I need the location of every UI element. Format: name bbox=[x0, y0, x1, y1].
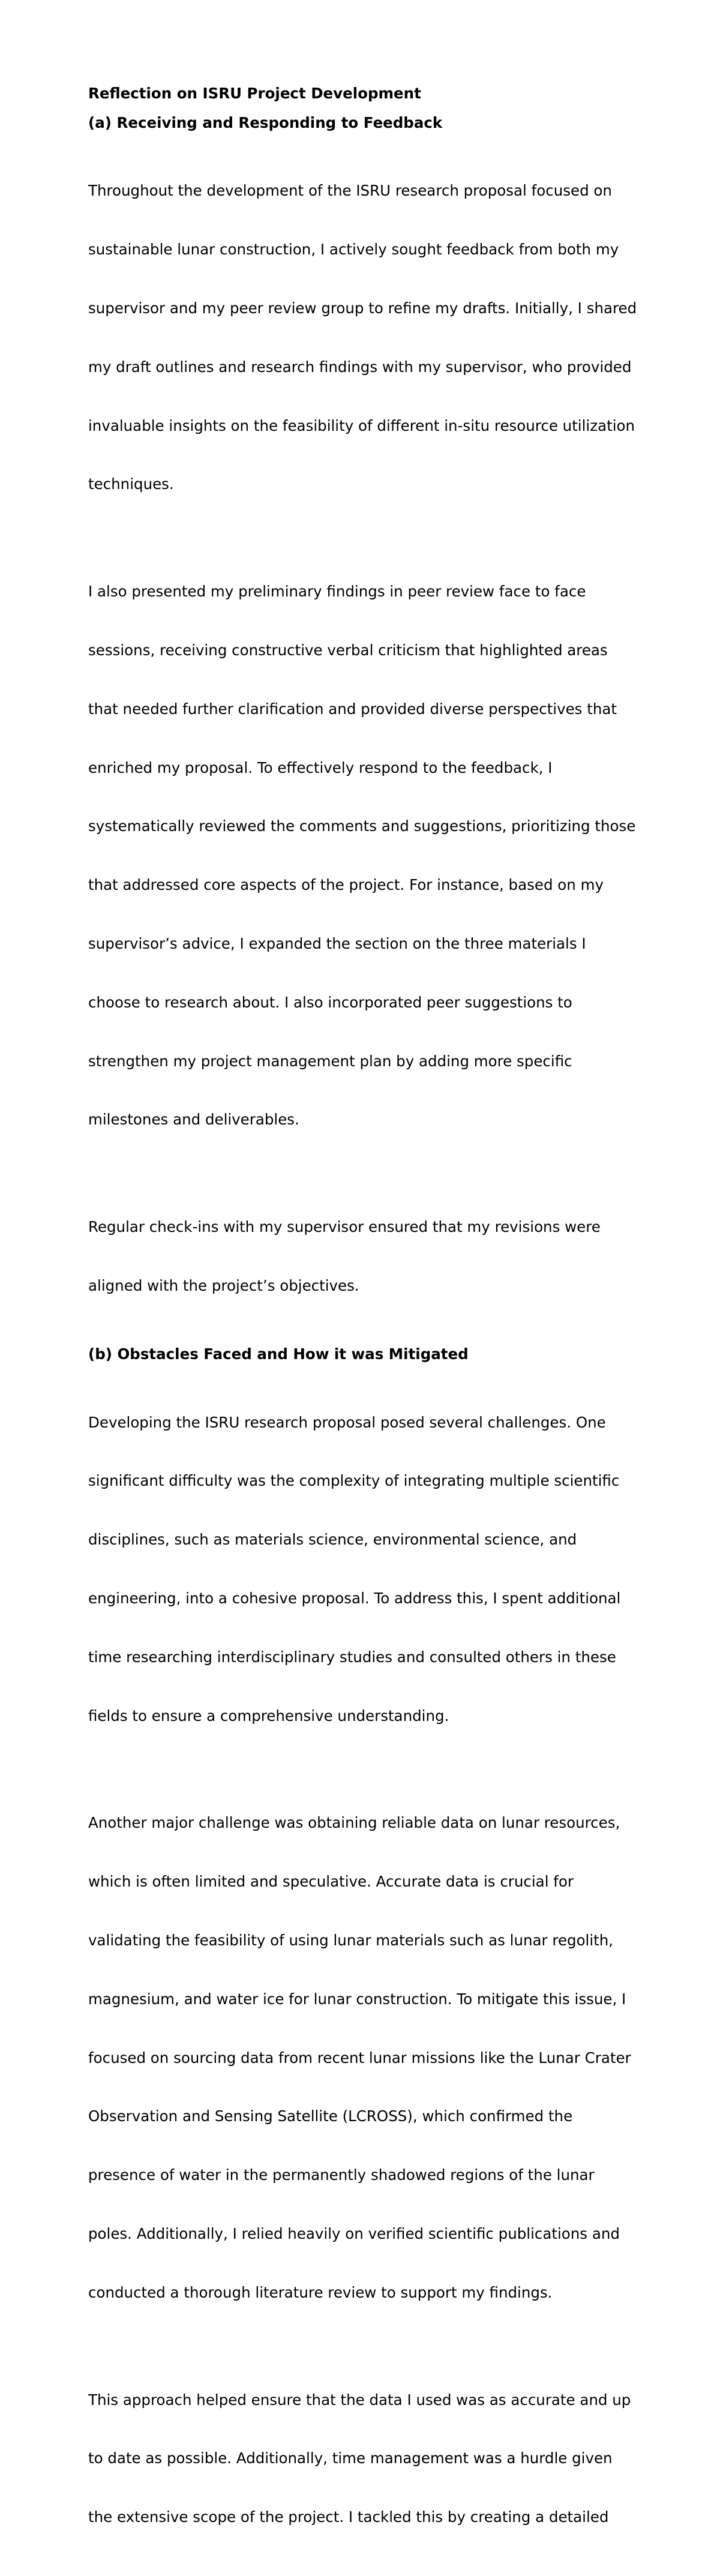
text-line: engineering, into a cohesive proposal. To address this, I spent additional bbox=[88, 1589, 621, 1607]
text-line: I also presented my preliminary findings in peer review face to face bbox=[88, 583, 586, 601]
text-line: Regular check-ins with my supervisor ensured that my revisions were bbox=[88, 1218, 601, 1236]
text-line: invaluable insights on the feasibility of different in-situ resource utilization bbox=[88, 416, 635, 434]
text-line: magnesium, and water ice for lunar construction. To mitigate this issue, I bbox=[88, 1990, 626, 2008]
text-line: enriched my proposal. To effectively respond to the feedback, I bbox=[88, 758, 553, 776]
text-line: Another major challenge was obtaining reliable data on lunar resources, bbox=[88, 1814, 620, 1832]
text-line: techniques. bbox=[88, 475, 174, 493]
text-line: supervisor’s advice, I expanded the section on the three materials I bbox=[88, 934, 586, 952]
paragraph bbox=[88, 1774, 640, 2341]
text-line: that addressed core aspects of the project. For instance, based on my bbox=[88, 876, 604, 894]
paragraph bbox=[88, 142, 640, 533]
text-line: Observation and Sensing Satellite (LCROSS), which confirmed the bbox=[88, 2107, 573, 2125]
text-line: fields to ensure a comprehensive understanding. bbox=[88, 1707, 449, 1725]
text-line: to date as possible. Additionally, time management was a hurdle given bbox=[88, 2449, 613, 2467]
document-page bbox=[88, 84, 640, 2576]
text-line: This approach helped ensure that the data I used was as accurate and up bbox=[88, 2391, 631, 2409]
text-line: conducted a thorough literature review to support my findings. bbox=[88, 2283, 553, 2301]
text-line: disciplines, such as materials science, environmental science, and bbox=[88, 1531, 577, 1549]
text-line: choose to research about. I also incorporated peer suggestions to bbox=[88, 993, 572, 1011]
document-title: Reflection on ISRU Project Development bbox=[88, 85, 421, 102]
text-line: that needed further clarification and provided diverse perspectives that bbox=[88, 700, 617, 718]
text-line: poles. Additionally, I relied heavily on verified scientific publications and bbox=[88, 2224, 620, 2242]
paragraph bbox=[88, 1374, 640, 1765]
section-heading-obstacles: (b) Obstacles Faced and How it was Mitigated bbox=[88, 1345, 469, 1363]
section-heading-feedback: (a) Receiving and Responding to Feedback bbox=[88, 113, 443, 131]
text-line: sessions, receiving constructive verbal criticism that highlighted areas bbox=[88, 641, 608, 659]
text-line: Developing the ISRU research proposal posed several challenges. One bbox=[88, 1413, 606, 1431]
text-line: sustainable lunar construction, I actively sought feedback from both my bbox=[88, 241, 619, 259]
text-line: supervisor and my peer review group to refine my drafts. Initially, I shared bbox=[88, 299, 637, 317]
text-line: time researching interdisciplinary studies and consulted others in these bbox=[88, 1648, 616, 1666]
text-line: validating the feasibility of using lunar materials such as lunar regolith, bbox=[88, 1932, 614, 1950]
text-line: aligned with the project’s objectives. bbox=[88, 1277, 359, 1295]
text-line: focused on sourcing data from recent lunar missions like the Lunar Crater bbox=[88, 2049, 631, 2067]
paragraph bbox=[88, 543, 640, 1169]
text-line: strengthen my project management plan by adding more specific bbox=[88, 1052, 572, 1070]
text-line: which is often limited and speculative. Accurate data is crucial for bbox=[88, 1873, 574, 1891]
text-line: my draft outlines and research findings with my supervisor, who provided bbox=[88, 358, 632, 376]
text-line: significant difficulty was the complexity of integrating multiple scientific bbox=[88, 1472, 620, 1490]
text-line: systematically reviewed the comments and suggestions, prioritizing those bbox=[88, 817, 636, 835]
paragraph bbox=[88, 1178, 640, 1335]
text-line: milestones and deliverables. bbox=[88, 1111, 299, 1129]
text-line: presence of water in the permanently shadowed regions of the lunar bbox=[88, 2166, 595, 2184]
text-line: the extensive scope of the project. I tackled this by creating a detailed bbox=[88, 2508, 609, 2526]
paragraph bbox=[88, 2352, 640, 2567]
text-line: Throughout the development of the ISRU research proposal focused on bbox=[88, 182, 612, 200]
